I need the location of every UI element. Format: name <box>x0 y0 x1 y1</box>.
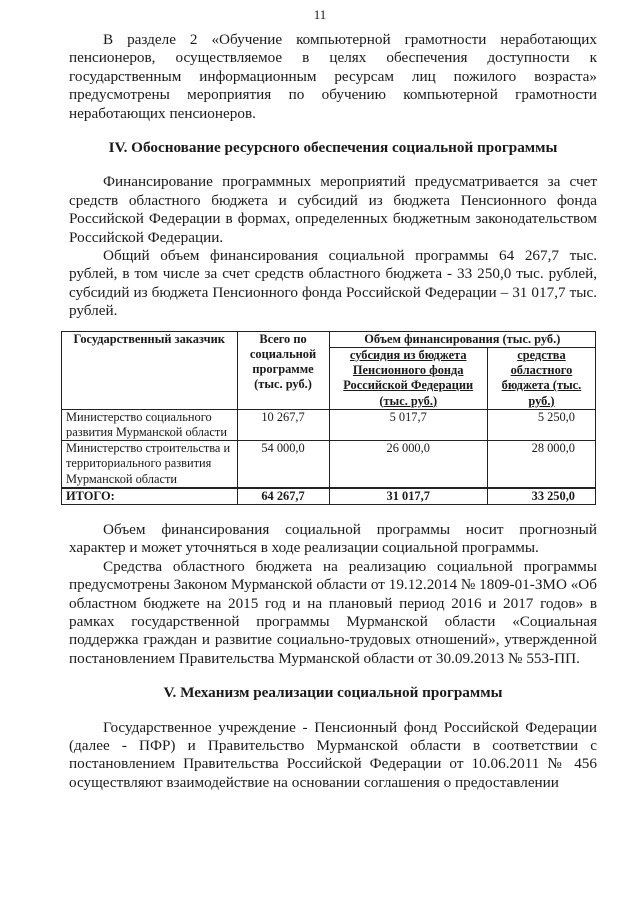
total-regional: 33 250,0 <box>487 488 595 505</box>
row-customer: Министерство социального развития Мурманской области <box>62 409 238 440</box>
document-body <box>66 31 597 792</box>
row-regional: 28 000,0 <box>487 441 595 488</box>
section-4-heading: IV. Обоснование ресурсного обеспечения социальной программы <box>108 139 558 157</box>
header-regional-budget: средства областного бюджета (тыс. руб.) <box>487 347 595 409</box>
intro-paragraph: В разделе 2 «Обучение компьютерной грамотности неработающих пенсионеров, осуществляемое в целях обеспечения доступности к государственным информационным ресурсам лиц пожилого возраста» предусмотрены мероприятия по обучению компьютерной грамотности неработающих пенсионеров. <box>69 31 597 122</box>
row-customer: Министерство строительства и территориального развития Мурманской области <box>62 441 238 488</box>
table-row <box>62 409 596 440</box>
section-5-paragraph-1: Государственное учреждение - Пенсионный фонд Российской Федерации (далее - ПФР) и Правительство Мурманской области в соответствии с постановлением Правительства Российской Федерации от 10.06.2011 № 456 осуществляют взаимодействие на основании соглашения о предоставлении <box>69 718 597 791</box>
header-customer: Государственный заказчик <box>62 331 238 409</box>
header-pfr-subsidy: субсидия из бюджета Пенсионного фонда Российской Федерации (тыс. руб.) <box>329 347 487 409</box>
header-volume: Объем финансирования (тыс. руб.) <box>329 331 595 347</box>
section-4-paragraph-4: Средства областного бюджета на реализацию социальной программы предусмотрены Законом Мурманской области от 19.12.2014 № 1809-01-ЗМО «Об областном бюджете на 2015 год и на плановый период 2016 и 2017 годов» в рамках государственной программы Мурманской области «Социальная поддержка граждан и развитие социально-трудовых отношений», утвержденной постановлением Правительства Мурманской области от 30.09.2013 № 553-ПП. <box>69 557 597 667</box>
row-pfr: 5 017,7 <box>329 409 487 440</box>
section-4-paragraph-2: Общий объем финансирования социальной программы 64 267,7 тыс. рублей, в том числе за счет средств областного бюджета - 33 250,0 тыс. рублей, субсидий из бюджета Пенсионного фонда Российской Федерации – 31 017,7 тыс. рублей. <box>69 247 597 320</box>
row-total: 54 000,0 <box>237 441 329 488</box>
section-4-paragraph-3: Объем финансирования социальной программы носит прогнозный характер и может уточняться в ходе реализации социальной программы. <box>69 520 597 557</box>
row-regional: 5 250,0 <box>487 409 595 440</box>
total-label: ИТОГО: <box>62 488 238 505</box>
section-4-paragraph-1: Финансирование программных мероприятий предусматривается за счет средств областного бюджета и субсидий из бюджета Пенсионного фонда Российской Федерации в формах, определенных бюджетным законодательством Российской Федерации. <box>69 173 597 246</box>
header-total: Всего по социальной программе (тыс. руб.) <box>237 331 329 409</box>
row-pfr: 26 000,0 <box>329 441 487 488</box>
total-pfr: 31 017,7 <box>329 488 487 505</box>
page-number: 11 <box>313 7 327 22</box>
row-total: 10 267,7 <box>237 409 329 440</box>
table-total-row <box>62 488 596 505</box>
financing-table <box>61 331 596 505</box>
total-sum: 64 267,7 <box>237 488 329 505</box>
table-row <box>62 441 596 488</box>
section-5-heading: V. Механизм реализации социальной программы <box>163 684 503 702</box>
